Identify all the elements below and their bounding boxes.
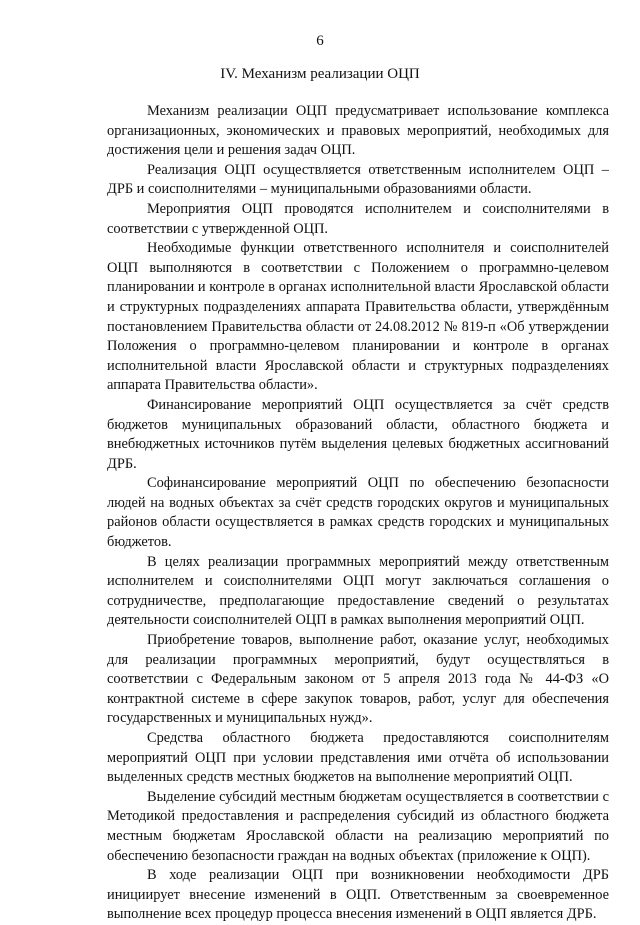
paragraph: Реализация ОЦП осуществляется ответственным исполнителем ОЦП – ДРБ и соисполнителями – муниципальными образованиями области.	[107, 161, 609, 198]
paragraph: Механизм реализации ОЦП предусматривает использование комплекса организационных, экономических и правовых мероприятий, необходимых для достижения цели и решения задач ОЦП.	[107, 103, 609, 159]
paragraph: В ходе реализации ОЦП при возникновении необходимости ДРБ инициирует внесение изменений в ОЦП. Ответственным за своевременное выполнение всех процедур процесса внесения изменений в ОЦП является ДРБ.	[107, 867, 609, 923]
paragraph: Софинансирование мероприятий ОЦП по обеспечению безопасности людей на водных объектах за счёт средств городских округов и муниципальных районов области осуществляется в рамках средств городских и муниципальных бюджетов.	[107, 475, 609, 551]
section-title: IV. Механизм реализации ОЦП	[220, 66, 420, 82]
paragraph: Приобретение товаров, выполнение работ, оказание услуг, необходимых для реализации программных мероприятий, будут осуществляться в соответствии с Федеральным законом от 5 апреля 2013 года № 44-ФЗ «О контрактной системе в сфере закупок товаров, работ, услуг для обеспечения государственных и муниципальных нужд».	[107, 632, 609, 727]
section-body	[107, 102, 609, 925]
paragraph: Финансирование мероприятий ОЦП осуществляется за счёт средств бюджетов муниципальных образований области, областного бюджета и внебюджетных источников путём выделения целевых бюджетных ассигнований ДРБ.	[107, 396, 609, 472]
page-number: 6	[316, 33, 324, 49]
paragraph: Необходимые функции ответственного исполнителя и соисполнителей ОЦП выполняются в соответствии с Положением о программно-целевом планировании и контроле в органах исполнительной власти Ярославской области и структурных подразделениях аппарата Правительства области, утверждённым постановлением Правительства области от 24.08.2012 № 819-п «Об утверждении Положения о программно-целевом планировании и контроле в органах исполнительной власти Ярославской области и структурных подразделениях аппарата Правительства области».	[107, 240, 609, 394]
paragraph: Выделение субсидий местным бюджетам осуществляется в соответствии с Методикой предоставления и распределения субсидий из областного бюджета местным бюджетам Ярославской области на реализацию мероприятий по обеспечению безопасности граждан на водных объектах (приложение к ОЦП).	[107, 788, 609, 864]
paragraph: В целях реализации программных мероприятий между ответственным исполнителем и соисполнителями ОЦП могут заключаться соглашения о сотрудничестве, предполагающие предоставление сведений о результатах деятельности соисполнителей ОЦП в рамках выполнения мероприятий ОЦП.	[107, 553, 609, 629]
paragraph: Средства областного бюджета предоставляются соисполнителям мероприятий ОЦП при условии представления ими отчёта об использовании выделенных средств местных бюджетов на выполнение мероприятий ОЦП.	[107, 730, 609, 786]
paragraph: Мероприятия ОЦП проводятся исполнителем и соисполнителями в соответствии с утвержденной ОЦП.	[107, 200, 609, 237]
